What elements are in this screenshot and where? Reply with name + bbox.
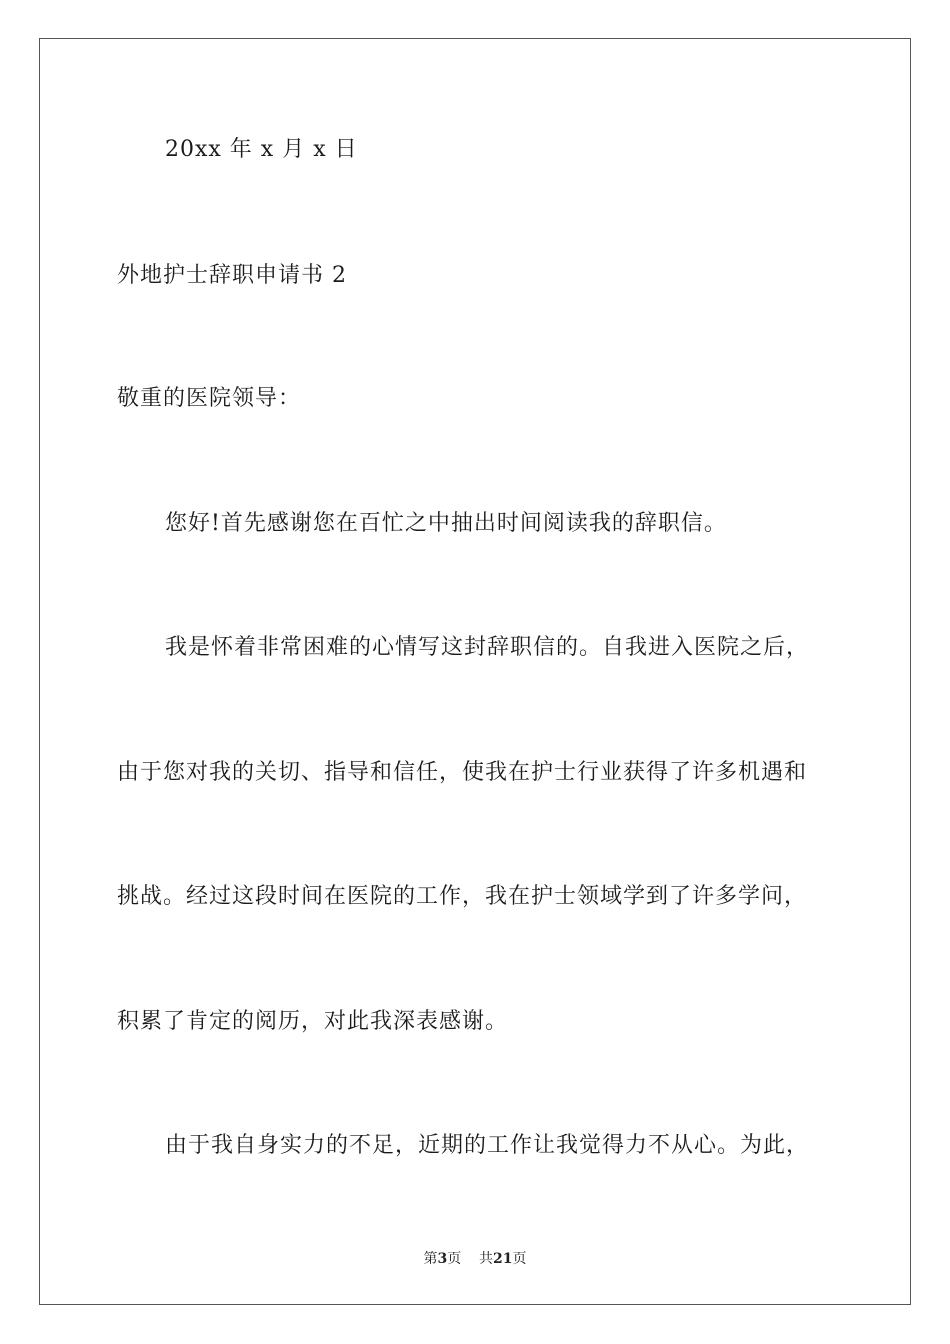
paragraph-line: 由于您对我的关切、指导和信任，使我在护士行业获得了许多机遇和 (117, 760, 808, 785)
page-frame (39, 38, 911, 1305)
page-prefix: 第 (423, 1251, 438, 1267)
date-line: 20xx 年 x 月 x 日 (165, 137, 358, 162)
total-suffix: 页 (512, 1251, 527, 1267)
paragraph-line: 积累了肯定的阅历，对此我深表感谢。 (117, 1009, 509, 1034)
page-total: 21 (493, 1251, 513, 1267)
page-footer (0, 1248, 950, 1268)
paragraph-line: 挑战。经过这段时间在医院的工作，我在护士领域学到了许多学问， (117, 884, 808, 909)
page-suffix: 页 (447, 1251, 462, 1267)
paragraph-line: 您好!首先感谢您在百忙之中抽出时间阅读我的辞职信。 (165, 511, 727, 536)
page-current: 3 (437, 1251, 448, 1267)
paragraph-line: 我是怀着非常困难的心情写这封辞职信的。自我进入医院之后， (165, 635, 810, 660)
total-prefix: 共 (479, 1251, 494, 1267)
paragraph-line: 由于我自身实力的不足，近期的工作让我觉得力不从心。为此， (165, 1133, 810, 1158)
salutation: 敬重的医院领导： (117, 386, 302, 411)
document-title: 外地护士辞职申请书 2 (117, 263, 347, 288)
